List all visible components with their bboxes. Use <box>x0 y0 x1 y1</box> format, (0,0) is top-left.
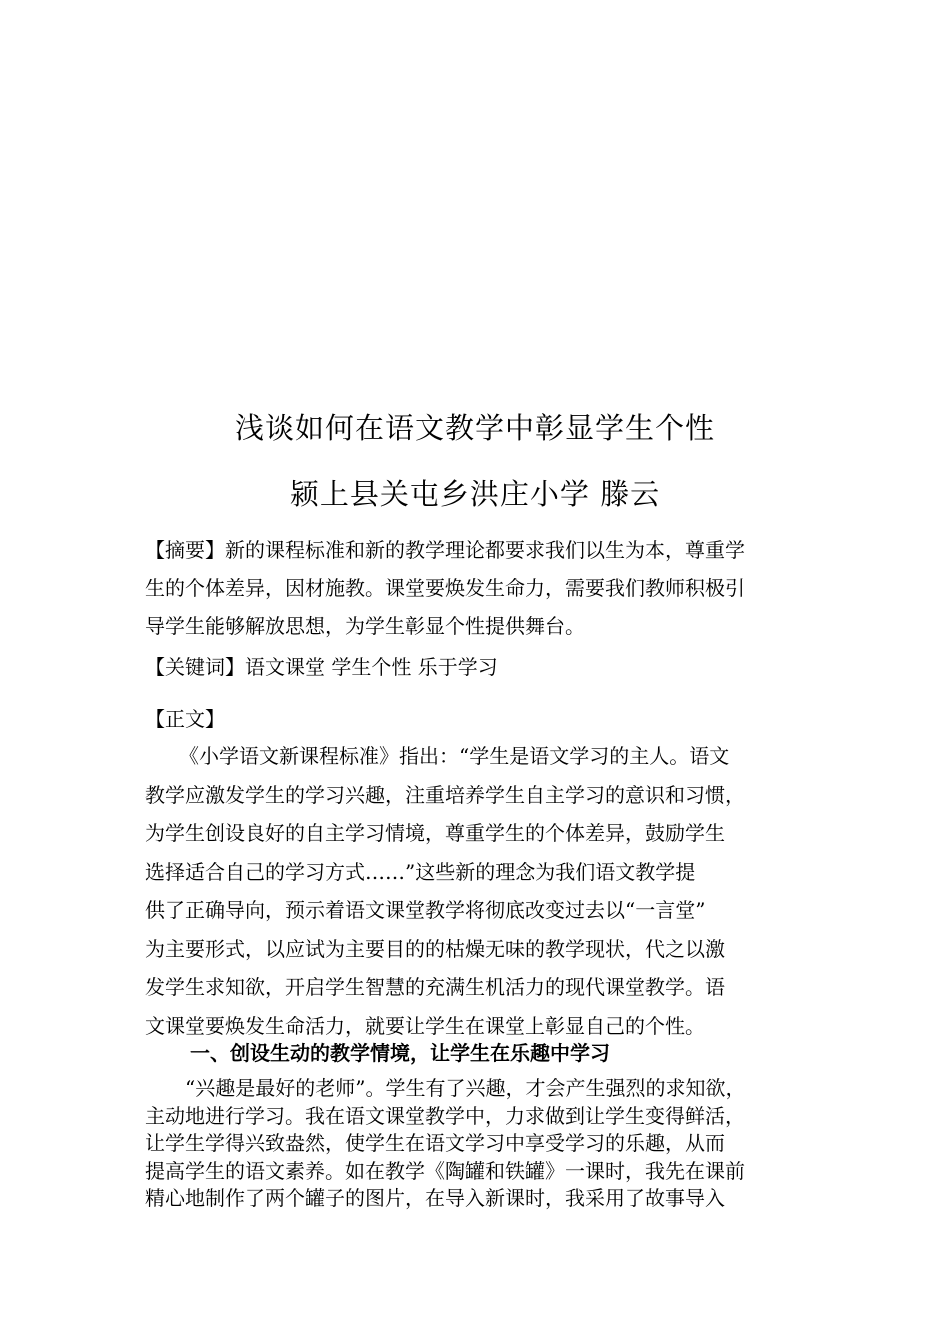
paragraph-line: 供了正确导向，预示着语文课堂教学将彻底改变过去以“一言堂” <box>145 898 706 922</box>
keywords <box>145 652 820 682</box>
keywords-line: 【关键词】语文课堂 学生个性 乐于学习 <box>145 655 498 679</box>
paragraph-line: 为主要形式，以应试为主要目的的枯燥无味的教学现状，代之以激 <box>145 936 725 961</box>
body-label <box>145 704 820 734</box>
section-heading: 一、创设生动的教学情境，让学生在乐趣中学习 <box>190 1041 610 1065</box>
paragraph-1 <box>145 737 820 1045</box>
paragraph-2 <box>145 1075 820 1213</box>
paragraph-line: 选择适合自己的学习方式……”这些新的理念为我们语文教学提 <box>145 859 696 884</box>
paragraph-line: 主动地进行学习。我在语文课堂教学中，力求做到让学生变得鲜活， <box>145 1103 745 1128</box>
paragraph-line: 发学生求知欲，开启学生智慧的充满生机活力的现代课堂教学。语 <box>145 975 725 999</box>
paragraph-line: 《小学语文新课程标准》指出：“学生是语文学习的主人。语文 <box>179 744 730 768</box>
author-line: 颍上县关屯乡洪庄小学 滕云 <box>289 477 661 511</box>
abstract-line: 生的个体差异，因材施教。课堂要焕发生命力，需要我们教师积极引 <box>145 576 745 600</box>
paragraph-line: 为学生创设良好的自主学习情境，尊重学生的个体差异，鼓励学生 <box>145 821 725 845</box>
paragraph-line: 让学生学得兴致盎然，使学生在语文学习中享受学习的乐趣，从而 <box>145 1131 725 1155</box>
abstract <box>145 531 820 645</box>
abstract-line: 导学生能够解放思想，为学生彰显个性提供舞台。 <box>145 614 585 638</box>
body-label-text: 【正文】 <box>145 707 225 731</box>
paragraph-line: 文课堂要焕发生命活力，就要让学生在课堂上彰显自己的个性。 <box>145 1013 705 1038</box>
paragraph-line: 教学应激发学生的学习兴趣，注重培养学生自主学习的意识和习惯， <box>145 782 745 807</box>
paragraph-line: 提高学生的语文素养。如在教学《陶罐和铁罐》一课时，我先在课前 <box>145 1158 745 1183</box>
paragraph-line: 精心地制作了两个罐子的图片，在导入新课时，我采用了故事导入 <box>145 1186 725 1210</box>
abstract-line: 【摘要】新的课程标准和新的教学理论都要求我们以生为本，尊重学 <box>145 538 745 562</box>
paragraph-line: “兴趣是最好的老师”。学生有了兴趣，才会产生强烈的求知欲， <box>185 1076 746 1100</box>
document-title: 浅谈如何在语文教学中彰显学生个性 <box>234 411 715 445</box>
